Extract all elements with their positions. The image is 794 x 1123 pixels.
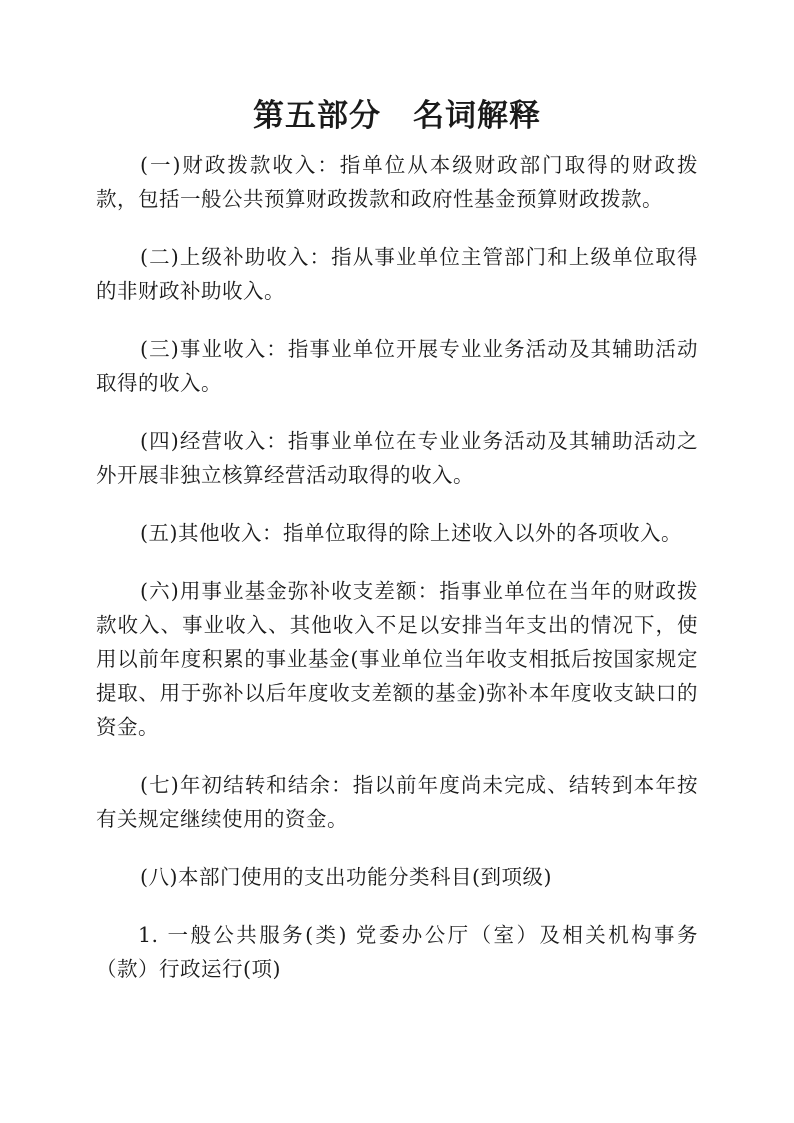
definition-other-income: (五)其他收入：指单位取得的除上述收入以外的各项收入。 xyxy=(140,521,682,545)
definition-operating-income: (四)经营收入：指事业单位在专业业务活动及其辅助活动之外开展非独立核算经营活动取得的收入。 xyxy=(96,429,698,487)
definition-superior-subsidy-income: (二)上级补助收入：指从事业单位主管部门和上级单位取得的非财政补助收入。 xyxy=(96,245,698,303)
document-page xyxy=(96,88,698,1010)
definition-fiscal-appropriation-income: (一)财政拨款收入：指单位从本级财政部门取得的财政拨款，包括一般公共预算财政拨款和政府性基金预算财政拨款。 xyxy=(96,153,698,211)
definition-carryover-balance: (七)年初结转和结余：指以前年度尚未完成、结转到本年按有关规定继续使用的资金。 xyxy=(96,773,698,831)
classification-item-1: 1. 一般公共服务(类) 党委办公厅（室）及相关机构事务（款）行政运行(项) xyxy=(96,923,698,981)
definition-business-fund-offset: (六)用事业基金弥补收支差额：指事业单位在当年的财政拨款收入、事业收入、其他收入不足以安排当年支出的情况下，使用以前年度积累的事业基金(事业单位当年收支相抵后按国家规定提取、用于弥补以后年度收支差额的基金)弥补本年度收支缺口的资金。 xyxy=(96,579,698,739)
definition-expenditure-classification: (八)本部门使用的支出功能分类科目(到项级) xyxy=(140,865,552,889)
page-title: 第五部分 名词解释 xyxy=(253,98,541,134)
definition-business-income: (三)事业收入：指事业单位开展专业业务活动及其辅助活动取得的收入。 xyxy=(96,337,698,395)
